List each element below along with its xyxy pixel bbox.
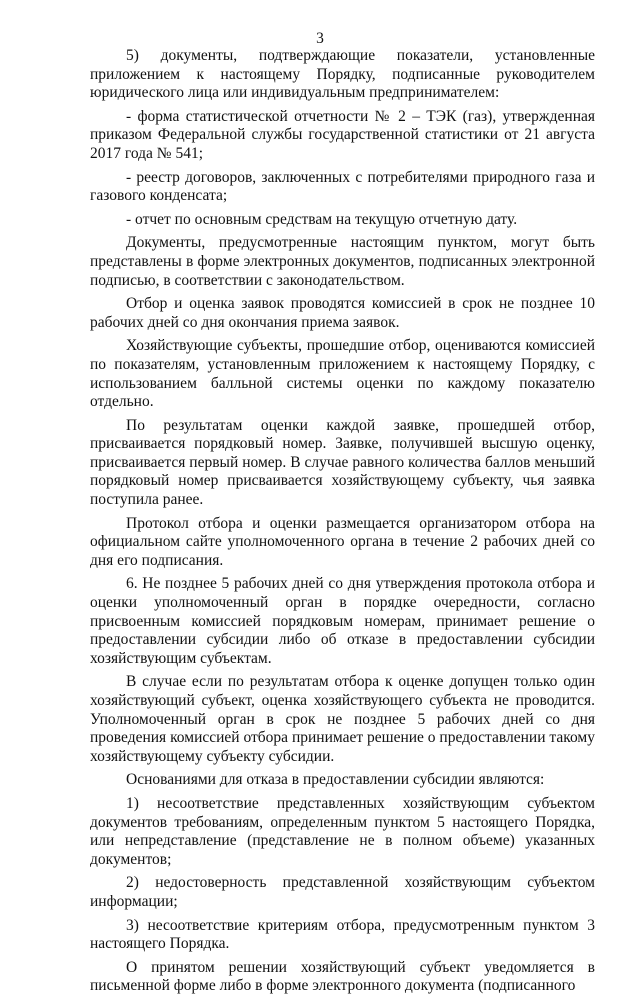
paragraph: В случае если по результатам отбора к оценке допущен только один хозяйствующий субъект, оценка хозяйствующего субъекта не проводится. Уполномоченный орган в срок не позднее 5 рабочих дней со дня проведения комиссией отбора принимает решение о предоставлении такому хозяйствующему субъекту субсидии. [90,673,595,765]
paragraph: - отчет по основным средствам на текущую отчетную дату. [126,210,518,228]
paragraph: 2) недостоверность представленной хозяйствующим субъектом информации; [90,874,595,910]
paragraph: 3) несоответствие критериям отбора, предусмотренным пунктом 3 настоящего Порядка. [90,916,595,953]
paragraph: - реестр договоров, заключенных с потребителями природного газа и газового конденсата; [90,168,595,205]
paragraph: О принятом решении хозяйствующий субъект уведомляется в письменной форме либо в форме электронного документа (подписанного [90,958,595,995]
paragraph: Протокол отбора и оценки размещается организатором отбора на официальном сайте уполномоченного органа в течение 2 рабочих дней со дня его подписания. [90,514,595,569]
page-number: 3 [316,30,324,47]
paragraph: Документы, предусмотренные настоящим пунктом, могут быть представлены в форме электронных документов, подписанных электронной подписью, в соответствии с законодательством. [90,234,595,289]
paragraph: Отбор и оценка заявок проводятся комиссией в срок не позднее 10 рабочих дней со дня окончания приема заявок. [90,295,595,331]
paragraph: Хозяйствующие субъекты, прошедшие отбор, оцениваются комиссией по показателям, установленным приложением к настоящему Порядку, с использованием балльной системы оценки по каждому показателю отдельно. [90,337,595,411]
paragraph: По результатам оценки каждой заявке, прошедшей отбор, присваивается порядковый номер. Заявке, получившей высшую оценку, присваивается первый номер. В случае равного количества баллов меньший порядковый номер присваивается хозяйствующему субъекту, чья заявка поступила ранее. [90,416,595,509]
paragraph: 5) документы, подтверждающие показатели, установленные приложением к настоящему Порядку, подписанные руководителем юридического лица или индивидуальным предпринимателем: [90,47,595,102]
paragraph: 1) несоответствие представленных хозяйствующим субъектом документов требованиям, определенным пунктом 5 настоящего Порядка, или непредставление (представление не в полном объеме) указанных документов; [90,794,595,868]
paragraph: 6. Не позднее 5 рабочих дней со дня утверждения протокола отбора и оценки уполномоченный орган в порядке очередности, согласно присвоенным комиссией порядковым номерам, принимает решение о предоставлении субсидии либо об отказе в предоставлении субсидии хозяйствующим субъектам. [90,575,595,667]
paragraph: Основаниями для отказа в предоставлении субсидии являются: [126,771,545,789]
paragraph: - форма статистической отчетности № 2 – ТЭК (газ), утвержденная приказом Федеральной службы государственной статистики от 21 августа 2017 года № 541; [90,107,595,162]
document-body [90,47,595,996]
